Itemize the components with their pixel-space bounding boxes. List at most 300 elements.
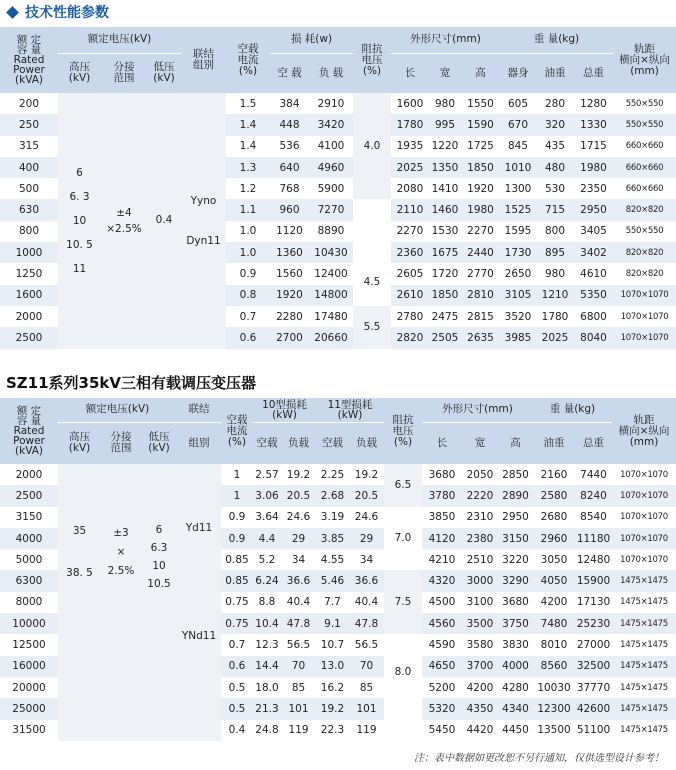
loss10-load-cell: 36.6 [281, 570, 316, 591]
t2-header-connection: 联结 [177, 398, 221, 422]
total-cell: 1980 [574, 157, 613, 178]
height-cell: 1590 [461, 114, 500, 135]
length-cell: 3850 [422, 507, 462, 528]
total-cell: 15900 [575, 570, 612, 591]
loss-load-cell: 5900 [309, 178, 353, 199]
capacity-cell: 2000 [0, 464, 58, 485]
t2-header-oil: 油重 [533, 422, 575, 464]
body-cell: 670 [500, 114, 536, 135]
length-cell: 1600 [391, 93, 429, 114]
t2-impedance-cell: 8.0 [384, 634, 422, 740]
length-cell: 2610 [391, 285, 429, 306]
total-cell: 27000 [575, 634, 612, 655]
width-cell: 1410 [429, 178, 461, 199]
t2-header-lv: 低压 (kV) [141, 422, 177, 464]
height-cell: 2850 [498, 464, 533, 485]
height-cell: 3680 [498, 592, 533, 613]
diamond-bullet-icon [6, 6, 19, 19]
no-load-current-cell: 0.6 [221, 656, 253, 677]
gauge-cell: 1475×1475 [612, 656, 676, 677]
capacity-cell: 16000 [0, 656, 58, 677]
oil-cell: 2680 [533, 507, 575, 528]
width-cell: 1675 [429, 242, 461, 263]
width-cell: 3000 [462, 570, 498, 591]
length-cell: 1780 [391, 114, 429, 135]
t1-header-hv: 高压 (kV) [58, 53, 101, 93]
no-load-current-cell: 1 [221, 464, 253, 485]
capacity-cell: 800 [0, 221, 58, 242]
oil-cell: 320 [536, 114, 574, 135]
body-cell: 3105 [500, 285, 536, 306]
loss-noload-cell: 1920 [270, 285, 309, 306]
width-cell: 1220 [429, 136, 461, 157]
oil-cell: 2160 [533, 464, 575, 485]
no-load-current-cell: 0.4 [221, 720, 253, 741]
gauge-cell: 1475×1475 [612, 677, 676, 698]
capacity-cell: 3150 [0, 507, 58, 528]
gauge-cell: 1070×1070 [613, 285, 676, 306]
gauge-cell: 550×550 [613, 221, 676, 242]
t2-impedance-cell: 7.0 [384, 507, 422, 571]
loss11-noload-cell: 2.68 [316, 485, 349, 506]
gauge-cell: 820×820 [613, 199, 676, 220]
width-cell: 2380 [462, 528, 498, 549]
capacity-cell: 630 [0, 199, 58, 220]
oil-cell: 10030 [533, 677, 575, 698]
t2-header-width: 宽 [462, 422, 498, 464]
t1-header-capacity: 额 定 容 量 Rated Power (kVA) [0, 27, 58, 93]
height-cell: 1920 [461, 178, 500, 199]
height-cell: 2810 [461, 285, 500, 306]
t1-hv-cell [58, 93, 101, 349]
t1-header-weight: 重 量(kg) [500, 27, 613, 53]
body-cell: 1525 [500, 199, 536, 220]
spec-table-1 [0, 27, 676, 349]
total-cell: 32500 [575, 656, 612, 677]
loss10-load-cell: 29 [281, 528, 316, 549]
loss11-noload-cell: 9.1 [316, 613, 349, 634]
height-cell: 3150 [498, 528, 533, 549]
loss11-load-cell: 56.5 [349, 634, 384, 655]
width-cell: 2505 [429, 327, 461, 348]
loss11-load-cell: 47.8 [349, 613, 384, 634]
height-cell: 4000 [498, 656, 533, 677]
width-cell: 1530 [429, 221, 461, 242]
loss11-load-cell: 24.6 [349, 507, 384, 528]
oil-cell: 2025 [536, 327, 574, 348]
t1-impedance-cell: 4.0 [353, 93, 391, 199]
capacity-cell: 31500 [0, 720, 58, 741]
t2-header-impedance: 阻抗 电压 (%) [384, 398, 422, 464]
total-cell: 2950 [574, 199, 613, 220]
t1-header-oil: 油重 [536, 53, 574, 93]
loss11-load-cell: 119 [349, 720, 384, 741]
t2-header-rated-voltage: 额定电压(kV) [58, 398, 177, 422]
loss10-noload-cell: 10.4 [253, 613, 281, 634]
width-cell: 1720 [429, 263, 461, 284]
no-load-current-cell: 0.75 [221, 613, 253, 634]
gauge-cell: 1475×1475 [612, 592, 676, 613]
gauge-cell: 1070×1070 [612, 507, 676, 528]
gauge-cell: 660×660 [613, 136, 676, 157]
loss10-noload-cell: 18.0 [253, 677, 281, 698]
t1-header-body: 器身 [500, 53, 536, 93]
t2-header-weight: 重 量(kg) [533, 398, 612, 422]
t1-hv-cell-value: 6. 3 [69, 190, 90, 203]
loss10-load-cell: 40.4 [281, 592, 316, 613]
total-cell: 7440 [575, 464, 612, 485]
loss10-load-cell: 34 [281, 549, 316, 570]
no-load-current-cell: 1 [221, 485, 253, 506]
loss11-load-cell: 85 [349, 677, 384, 698]
no-load-current-cell: 0.8 [226, 285, 270, 306]
height-cell: 4280 [498, 677, 533, 698]
capacity-cell: 2500 [0, 327, 58, 348]
total-cell: 51100 [575, 720, 612, 741]
total-cell: 17130 [575, 592, 612, 613]
loss10-noload-cell: 6.24 [253, 570, 281, 591]
no-load-current-cell: 1.0 [226, 242, 270, 263]
gauge-cell: 820×820 [613, 263, 676, 284]
loss10-noload-cell: 8.8 [253, 592, 281, 613]
height-cell: 3750 [498, 613, 533, 634]
loss11-load-cell: 70 [349, 656, 384, 677]
capacity-cell: 20000 [0, 677, 58, 698]
no-load-current-cell: 1.4 [226, 136, 270, 157]
t1-connection-cell-value: Dyn11 [186, 234, 221, 247]
t2-header-total: 总重 [575, 422, 612, 464]
height-cell: 2815 [461, 306, 500, 327]
t1-connection-cell-value: Yyno [190, 194, 217, 207]
oil-cell: 8560 [533, 656, 575, 677]
loss11-noload-cell: 3.19 [316, 507, 349, 528]
t1-tap-cell-value: ±4 [116, 206, 132, 219]
section-title-text: 技术性能参数 [25, 5, 109, 21]
width-cell: 1460 [429, 199, 461, 220]
gauge-cell: 1070×1070 [612, 485, 676, 506]
oil-cell: 895 [536, 242, 574, 263]
length-cell: 2025 [391, 157, 429, 178]
t1-hv-cell-value: 10 [72, 214, 87, 227]
loss-noload-cell: 1120 [270, 221, 309, 242]
length-cell: 2360 [391, 242, 429, 263]
loss11-load-cell: 34 [349, 549, 384, 570]
body-cell: 605 [500, 93, 536, 114]
t1-header-loss-load: 负 载 [309, 53, 353, 93]
height-cell: 2890 [498, 485, 533, 506]
loss11-noload-cell: 16.2 [316, 677, 349, 698]
loss11-noload-cell: 10.7 [316, 634, 349, 655]
body-cell: 2650 [500, 263, 536, 284]
length-cell: 4210 [422, 549, 462, 570]
loss-noload-cell: 768 [270, 178, 309, 199]
loss-load-cell: 10430 [309, 242, 353, 263]
capacity-cell: 25000 [0, 698, 58, 719]
t2-header-connection2: 组别 [177, 422, 221, 464]
total-cell: 3405 [574, 221, 613, 242]
length-cell: 2820 [391, 327, 429, 348]
loss-load-cell: 7270 [309, 199, 353, 220]
no-load-current-cell: 0.9 [221, 507, 253, 528]
length-cell: 1935 [391, 136, 429, 157]
gauge-cell: 1475×1475 [612, 613, 676, 634]
t2-header-tap: 分接 范围 [101, 422, 141, 464]
loss-load-cell: 8890 [309, 221, 353, 242]
t2-impedance-cell: 6.5 [384, 464, 422, 507]
total-cell: 11180 [575, 528, 612, 549]
t2-header-no-load-current: 空载 电流 (%) [221, 398, 253, 464]
t2-header-loss11-noload: 空载 [316, 422, 349, 464]
total-cell: 1280 [574, 93, 613, 114]
no-load-current-cell: 0.6 [226, 327, 270, 348]
loss-load-cell: 3420 [309, 114, 353, 135]
capacity-cell: 1600 [0, 285, 58, 306]
loss10-noload-cell: 4.4 [253, 528, 281, 549]
oil-cell: 13500 [533, 720, 575, 741]
total-cell: 2350 [574, 178, 613, 199]
height-cell: 3830 [498, 634, 533, 655]
t2-header-height: 高 [498, 422, 533, 464]
no-load-current-cell: 1.3 [226, 157, 270, 178]
oil-cell: 715 [536, 199, 574, 220]
loss11-noload-cell: 13.0 [316, 656, 349, 677]
total-cell: 1715 [574, 136, 613, 157]
t1-header-no-load-current: 空载 电流 (%) [226, 27, 270, 93]
loss-noload-cell: 2280 [270, 306, 309, 327]
loss-load-cell: 4960 [309, 157, 353, 178]
oil-cell: 480 [536, 157, 574, 178]
gauge-cell: 1070×1070 [613, 327, 676, 348]
body-cell: 3985 [500, 327, 536, 348]
t2-header-loss11-load: 负载 [349, 422, 384, 464]
loss11-load-cell: 40.4 [349, 592, 384, 613]
no-load-current-cell: 0.85 [221, 549, 253, 570]
width-cell: 4200 [462, 677, 498, 698]
t2-connection-cell-value: Yd11 [185, 522, 213, 535]
no-load-current-cell: 0.75 [221, 592, 253, 613]
total-cell: 1330 [574, 114, 613, 135]
loss-noload-cell: 448 [270, 114, 309, 135]
length-cell: 3680 [422, 464, 462, 485]
loss10-load-cell: 119 [281, 720, 316, 741]
height-cell: 1725 [461, 136, 500, 157]
loss11-noload-cell: 2.25 [316, 464, 349, 485]
length-cell: 4560 [422, 613, 462, 634]
width-cell: 4350 [462, 698, 498, 719]
t2-connection-cell [177, 464, 221, 741]
loss-load-cell: 4100 [309, 136, 353, 157]
loss10-load-cell: 85 [281, 677, 316, 698]
t2-lv-cell-value: 6.3 [150, 542, 168, 555]
capacity-cell: 1000 [0, 242, 58, 263]
no-load-current-cell: 1.4 [226, 114, 270, 135]
no-load-current-cell: 1.5 [226, 93, 270, 114]
oil-cell: 280 [536, 93, 574, 114]
body-cell: 1010 [500, 157, 536, 178]
t1-tap-cell [101, 93, 147, 349]
t2-tap-cell-value: ±3 [113, 526, 129, 539]
body-cell: 1730 [500, 242, 536, 263]
no-load-current-cell: 0.85 [221, 570, 253, 591]
capacity-cell: 2500 [0, 485, 58, 506]
t1-hv-cell-value: 10. 5 [66, 238, 93, 251]
spec-table-2 [0, 398, 676, 741]
capacity-cell: 500 [0, 178, 58, 199]
loss10-load-cell: 24.6 [281, 507, 316, 528]
height-cell: 2440 [461, 242, 500, 263]
t2-header-dimension: 外形尺寸(mm) [422, 398, 533, 422]
length-cell: 5320 [422, 698, 462, 719]
loss10-noload-cell: 12.3 [253, 634, 281, 655]
no-load-current-cell: 0.9 [226, 263, 270, 284]
capacity-cell: 315 [0, 136, 58, 157]
loss-load-cell: 20660 [309, 327, 353, 348]
capacity-cell: 250 [0, 114, 58, 135]
length-cell: 2080 [391, 178, 429, 199]
gauge-cell: 660×660 [613, 157, 676, 178]
gauge-cell: 1070×1070 [612, 528, 676, 549]
gauge-cell: 1070×1070 [612, 549, 676, 570]
t2-header-loss11: 11型损耗 (kW) [316, 398, 384, 422]
t2-header-loss10-noload: 空载 [253, 422, 281, 464]
height-cell: 2770 [461, 263, 500, 284]
width-cell: 980 [429, 93, 461, 114]
height-cell: 2270 [461, 221, 500, 242]
loss-noload-cell: 960 [270, 199, 309, 220]
oil-cell: 2960 [533, 528, 575, 549]
width-cell: 1850 [429, 285, 461, 306]
t2-tap-cell [101, 464, 141, 741]
t2-header-length: 长 [422, 422, 462, 464]
length-cell: 2780 [391, 306, 429, 327]
no-load-current-cell: 1.1 [226, 199, 270, 220]
capacity-cell: 5000 [0, 549, 58, 570]
width-cell: 2310 [462, 507, 498, 528]
total-cell: 4610 [574, 263, 613, 284]
total-cell: 5350 [574, 285, 613, 306]
loss10-load-cell: 20.5 [281, 485, 316, 506]
height-cell: 1850 [461, 157, 500, 178]
no-load-current-cell: 0.5 [221, 677, 253, 698]
loss10-load-cell: 19.2 [281, 464, 316, 485]
loss11-load-cell: 36.6 [349, 570, 384, 591]
oil-cell: 12300 [533, 698, 575, 719]
section-title [6, 2, 109, 22]
width-cell: 3700 [462, 656, 498, 677]
t1-header-gauge: 轨距 横向×纵向 (mm) [613, 27, 676, 93]
height-cell: 4340 [498, 698, 533, 719]
capacity-cell: 8000 [0, 592, 58, 613]
t2-hv-cell-value: 38. 5 [66, 567, 93, 580]
t2-lv-cell-value: 10 [152, 560, 166, 573]
loss11-noload-cell: 22.3 [316, 720, 349, 741]
length-cell: 2270 [391, 221, 429, 242]
width-cell: 2050 [462, 464, 498, 485]
t2-header-loss10-load: 负载 [281, 422, 316, 464]
width-cell: 2475 [429, 306, 461, 327]
t2-lv-cell [141, 464, 177, 741]
loss10-load-cell: 101 [281, 698, 316, 719]
t1-header-loss: 损 耗(w) [270, 27, 353, 53]
t1-header-total: 总重 [574, 53, 613, 93]
capacity-cell: 10000 [0, 613, 58, 634]
capacity-cell: 2000 [0, 306, 58, 327]
loss-noload-cell: 1560 [270, 263, 309, 284]
t2-impedance-cell: 7.5 [384, 570, 422, 634]
t2-tap-cell-value: × [116, 545, 126, 558]
table-row [0, 93, 676, 114]
length-cell: 4320 [422, 570, 462, 591]
oil-cell: 800 [536, 221, 574, 242]
length-cell: 4650 [422, 656, 462, 677]
t2-header-loss10: 10型损耗 (kW) [253, 398, 316, 422]
loss-load-cell: 2910 [309, 93, 353, 114]
t1-hv-cell-value: 11 [72, 262, 87, 275]
width-cell: 3500 [462, 613, 498, 634]
length-cell: 5200 [422, 677, 462, 698]
gauge-cell: 820×820 [613, 242, 676, 263]
gauge-cell: 1070×1070 [613, 306, 676, 327]
no-load-current-cell: 0.7 [221, 634, 253, 655]
total-cell: 12480 [575, 549, 612, 570]
total-cell: 37770 [575, 677, 612, 698]
length-cell: 2110 [391, 199, 429, 220]
length-cell: 5450 [422, 720, 462, 741]
oil-cell: 980 [536, 263, 574, 284]
oil-cell: 530 [536, 178, 574, 199]
length-cell: 3780 [422, 485, 462, 506]
capacity-cell: 400 [0, 157, 58, 178]
oil-cell: 2580 [533, 485, 575, 506]
gauge-cell: 660×660 [613, 178, 676, 199]
gauge-cell: 550×550 [613, 93, 676, 114]
t2-header-hv: 高压 (kV) [58, 422, 101, 464]
gauge-cell: 1475×1475 [612, 570, 676, 591]
loss10-noload-cell: 24.8 [253, 720, 281, 741]
width-cell: 995 [429, 114, 461, 135]
loss11-load-cell: 20.5 [349, 485, 384, 506]
length-cell: 2605 [391, 263, 429, 284]
capacity-cell: 200 [0, 93, 58, 114]
loss-noload-cell: 2700 [270, 327, 309, 348]
oil-cell: 1210 [536, 285, 574, 306]
width-cell: 4420 [462, 720, 498, 741]
t1-header-width: 宽 [429, 53, 461, 93]
capacity-cell: 4000 [0, 528, 58, 549]
total-cell: 8240 [575, 485, 612, 506]
height-cell: 3290 [498, 570, 533, 591]
length-cell: 4120 [422, 528, 462, 549]
loss10-noload-cell: 14.4 [253, 656, 281, 677]
no-load-current-cell: 0.5 [221, 698, 253, 719]
t1-lv-cell: 0.4 [147, 93, 181, 349]
oil-cell: 1780 [536, 306, 574, 327]
t1-impedance-cell: 4.5 [353, 199, 391, 305]
no-load-current-cell: 1.0 [226, 221, 270, 242]
loss10-noload-cell: 21.3 [253, 698, 281, 719]
series-title: SZ11系列35kV三相有载调压变压器 [6, 374, 257, 392]
loss-noload-cell: 536 [270, 136, 309, 157]
loss11-noload-cell: 19.2 [316, 698, 349, 719]
width-cell: 2510 [462, 549, 498, 570]
body-cell: 3520 [500, 306, 536, 327]
t1-connection-cell [181, 93, 226, 349]
capacity-cell: 12500 [0, 634, 58, 655]
loss11-load-cell: 101 [349, 698, 384, 719]
t1-header-lv: 低压 (kV) [147, 53, 181, 93]
oil-cell: 435 [536, 136, 574, 157]
gauge-cell: 1475×1475 [612, 634, 676, 655]
